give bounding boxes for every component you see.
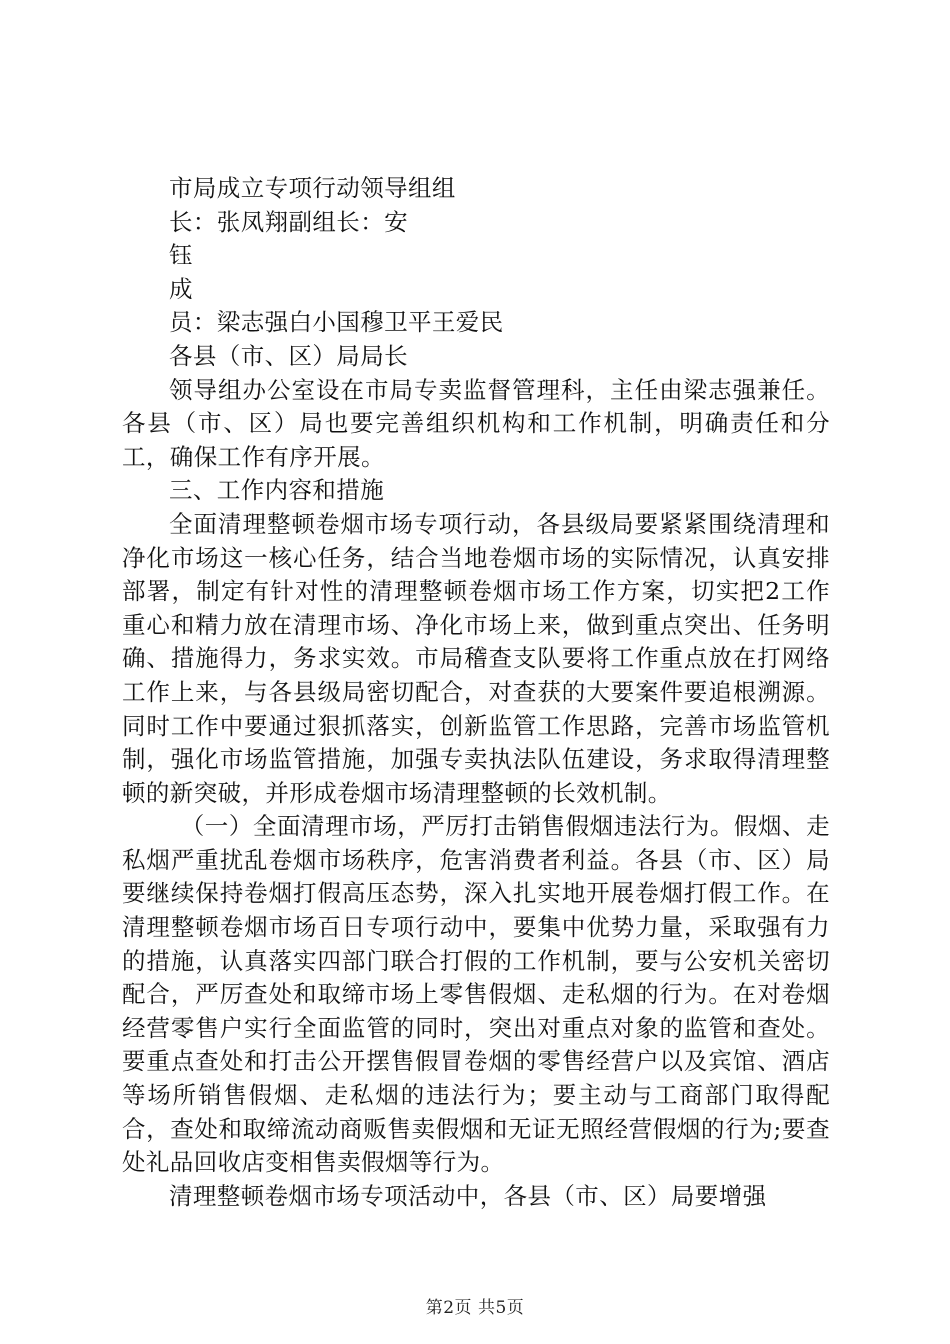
subsection-one-paragraph: （一）全面清理市场，严厉打击销售假烟违法行为。假烟、走私烟严重扰乱卷烟市场秩序，危害消费者利益。各县（市、区）局要继续保持卷烟打假高压态势，深入扎实地开展卷烟打假工作。在清理整顿卷烟市场百日专项行动中，要集中优势力量，采取强有力的措施，认真落实四部门联合打假的工作机制，要与公安机关密切配合，严厉查处和取缔市场上零售假烟、走私烟的行为。在对卷烟经营零售户实行全面监管的同时，突出对重点对象的监管和查处。要重点查处和打击公开摆售假冒卷烟的零售经营户以及宾馆、酒店等场所销售假烟、走私烟的违法行为；要主动与工商部门取得配合，查处和取缔流动商贩售卖假烟和无证无照经营假烟的行为;要查处礼品回收店变相售卖假烟等行为。 xyxy=(122,812,830,1177)
name-fragment-line: 钰 xyxy=(169,241,193,270)
work-content-paragraph: 全面清理整顿卷烟市场专项行动，各县级局要紧紧围绕清理和净化市场这一核心任务，结合当地卷烟市场的实际情况，认真安排部署，制定有针对性的清理整顿卷烟市场工作方案，切实把2工作重心和精力放在清理市场、净化市场上来，做到重点突出、任务明确、措施得力，务求实效。市局稽查支队要将工作重点放在打网络工作上来，与各县级局密切配合，对查获的大要案件要追根溯源。同时工作中要通过狠抓落实，创新监管工作思路，完善市场监管机制，强化市场监管措施，加强专卖执法队伍建设，务求取得清理整顿的新突破，并形成卷烟市场清理整顿的长效机制。 xyxy=(122,509,830,807)
closing-paragraph: 清理整顿卷烟市场专项活动中，各县（市、区）局要增强 xyxy=(169,1181,767,1210)
group-leader-line: 长：张凤翔副组长：安 xyxy=(169,207,408,236)
document-body xyxy=(122,172,830,1213)
members-list-line: 员：梁志强白小国穆卫平王爱民 xyxy=(169,308,504,337)
office-paragraph: 领导组办公室设在市局专卖监督管理科，主任由梁志强兼任。各县（市、区）局也要完善组织机构和工作机制，明确责任和分工，确保工作有序开展。 xyxy=(122,375,830,471)
county-heads-line: 各县（市、区）局局长 xyxy=(169,341,408,370)
leadership-group-line: 市局成立专项行动领导组组 xyxy=(169,174,456,202)
section-heading: 三、工作内容和措施 xyxy=(169,476,385,505)
member-label-line: 成 xyxy=(169,274,193,303)
page-number: 第2页 共5页 xyxy=(425,1298,525,1318)
